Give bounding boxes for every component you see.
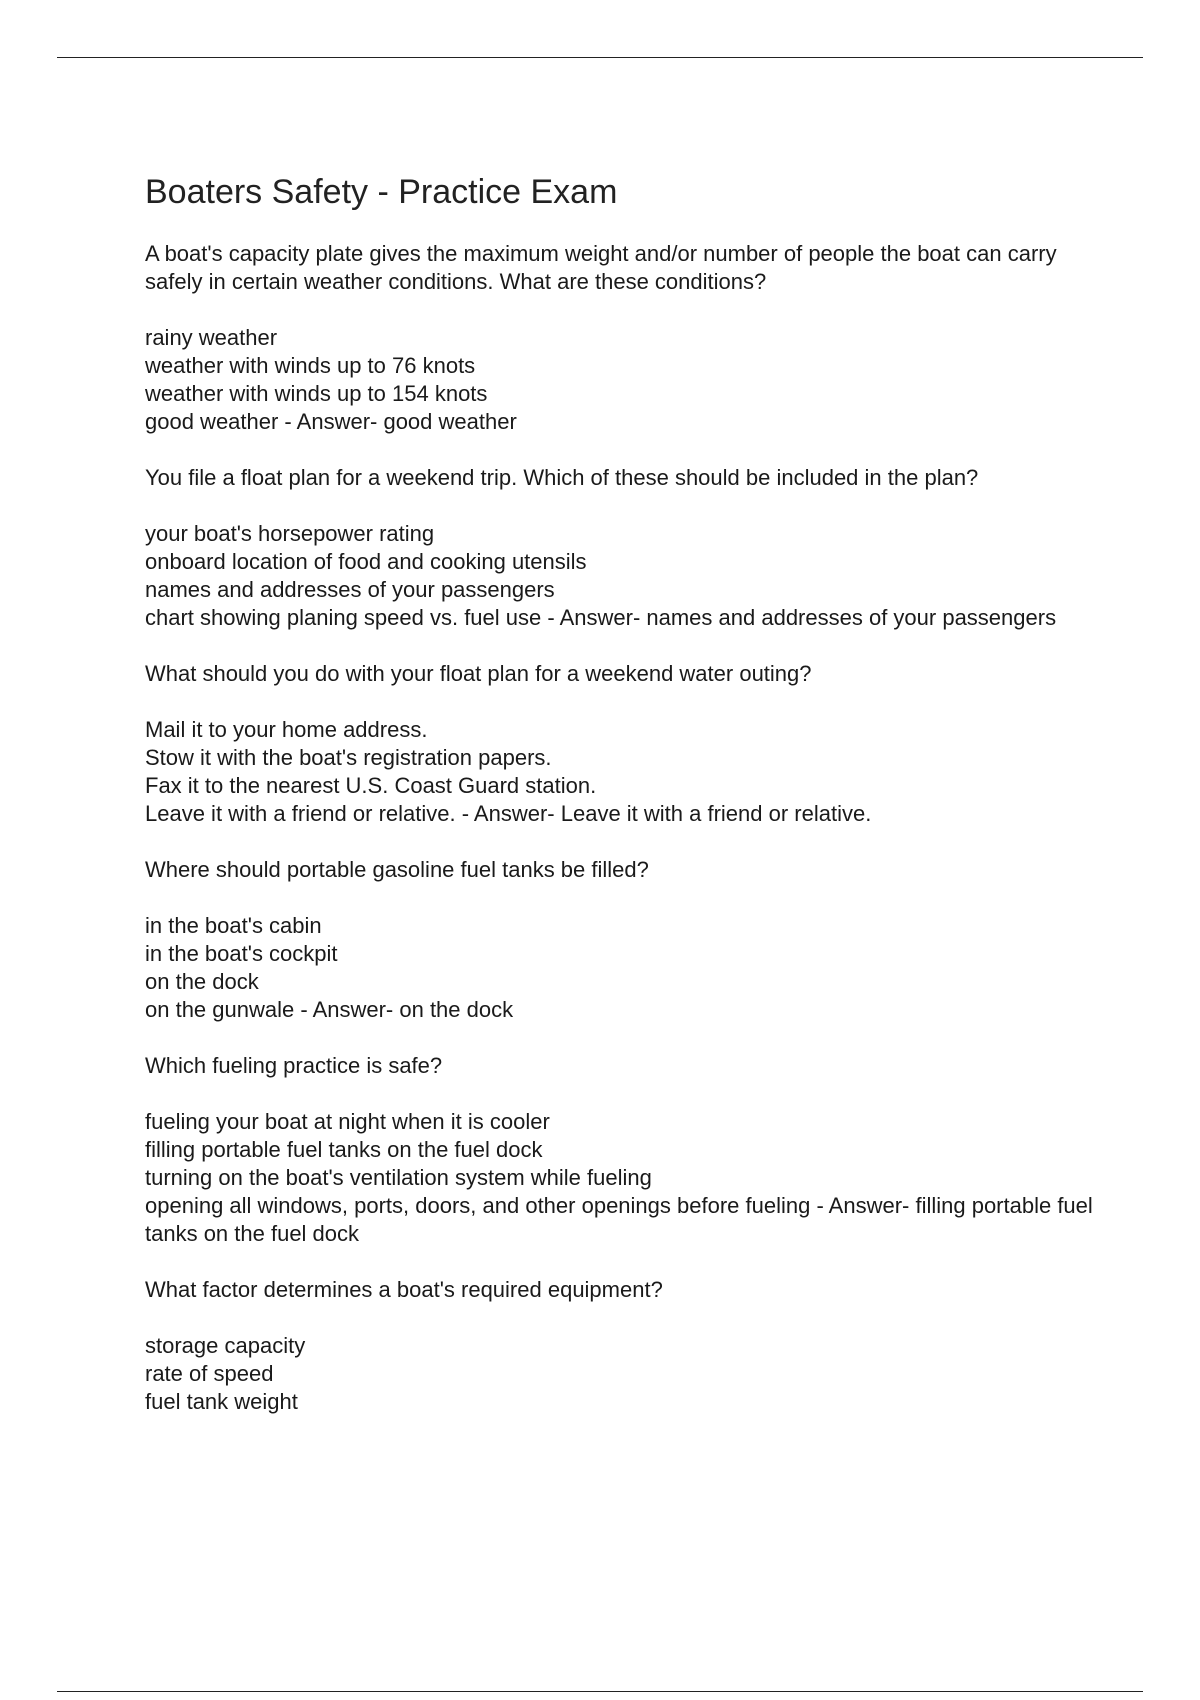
header-rule (57, 57, 1143, 58)
question-block (145, 1276, 1105, 1416)
option-item: fuel tank weight (145, 1389, 298, 1414)
option-item: storage capacity (145, 1333, 306, 1358)
option-list (145, 1108, 1105, 1248)
footer-rule (57, 1691, 1143, 1692)
option-item: onboard location of food and cooking utensils (145, 549, 587, 574)
option-item: rainy weather (145, 325, 278, 350)
question-text: A boat's capacity plate gives the maximum weight and/or number of people the boat can carry safely in certain weather conditions. What are these conditions? (145, 241, 1057, 294)
option-item: weather with winds up to 76 knots (145, 353, 476, 378)
question-block (145, 1052, 1105, 1248)
option-item: fueling your boat at night when it is cooler (145, 1109, 550, 1134)
option-item: filling portable fuel tanks on the fuel dock (145, 1137, 543, 1162)
option-item: on the dock (145, 969, 259, 994)
document-body (145, 170, 1105, 1444)
option-list (145, 324, 1105, 436)
question-block (145, 464, 1105, 632)
option-item: your boat's horsepower rating (145, 521, 435, 546)
option-item: Mail it to your home address. (145, 717, 428, 742)
option-item: names and addresses of your passengers (145, 577, 555, 602)
question-text: You file a float plan for a weekend trip. Which of these should be included in the plan? (145, 465, 979, 490)
option-item: weather with winds up to 154 knots (145, 381, 488, 406)
option-list (145, 520, 1105, 632)
option-item: turning on the boat's ventilation system while fueling (145, 1165, 652, 1190)
option-list (145, 716, 1105, 828)
question-block (145, 240, 1105, 436)
question-text: Where should portable gasoline fuel tanks be filled? (145, 857, 649, 882)
option-item: Stow it with the boat's registration papers. (145, 745, 552, 770)
option-item: opening all windows, ports, doors, and other openings before fueling - Answer- filling portable fuel tanks on the fuel dock (145, 1193, 1093, 1246)
option-item: chart showing planing speed vs. fuel use - Answer- names and addresses of your passengers (145, 605, 1057, 630)
question-text: Which fueling practice is safe? (145, 1053, 443, 1078)
question-block (145, 856, 1105, 1024)
option-list (145, 912, 1105, 1024)
option-item: Leave it with a friend or relative. - Answer- Leave it with a friend or relative. (145, 801, 872, 826)
question-block (145, 660, 1105, 828)
option-list (145, 1332, 1105, 1416)
question-text: What should you do with your float plan for a weekend water outing? (145, 661, 812, 686)
option-item: good weather - Answer- good weather (145, 409, 517, 434)
option-item: Fax it to the nearest U.S. Coast Guard station. (145, 773, 597, 798)
option-item: in the boat's cabin (145, 913, 322, 938)
option-item: on the gunwale - Answer- on the dock (145, 997, 514, 1022)
page-title: Boaters Safety - Practice Exam (145, 173, 618, 211)
option-item: in the boat's cockpit (145, 941, 338, 966)
option-item: rate of speed (145, 1361, 274, 1386)
question-text: What factor determines a boat's required equipment? (145, 1277, 663, 1302)
